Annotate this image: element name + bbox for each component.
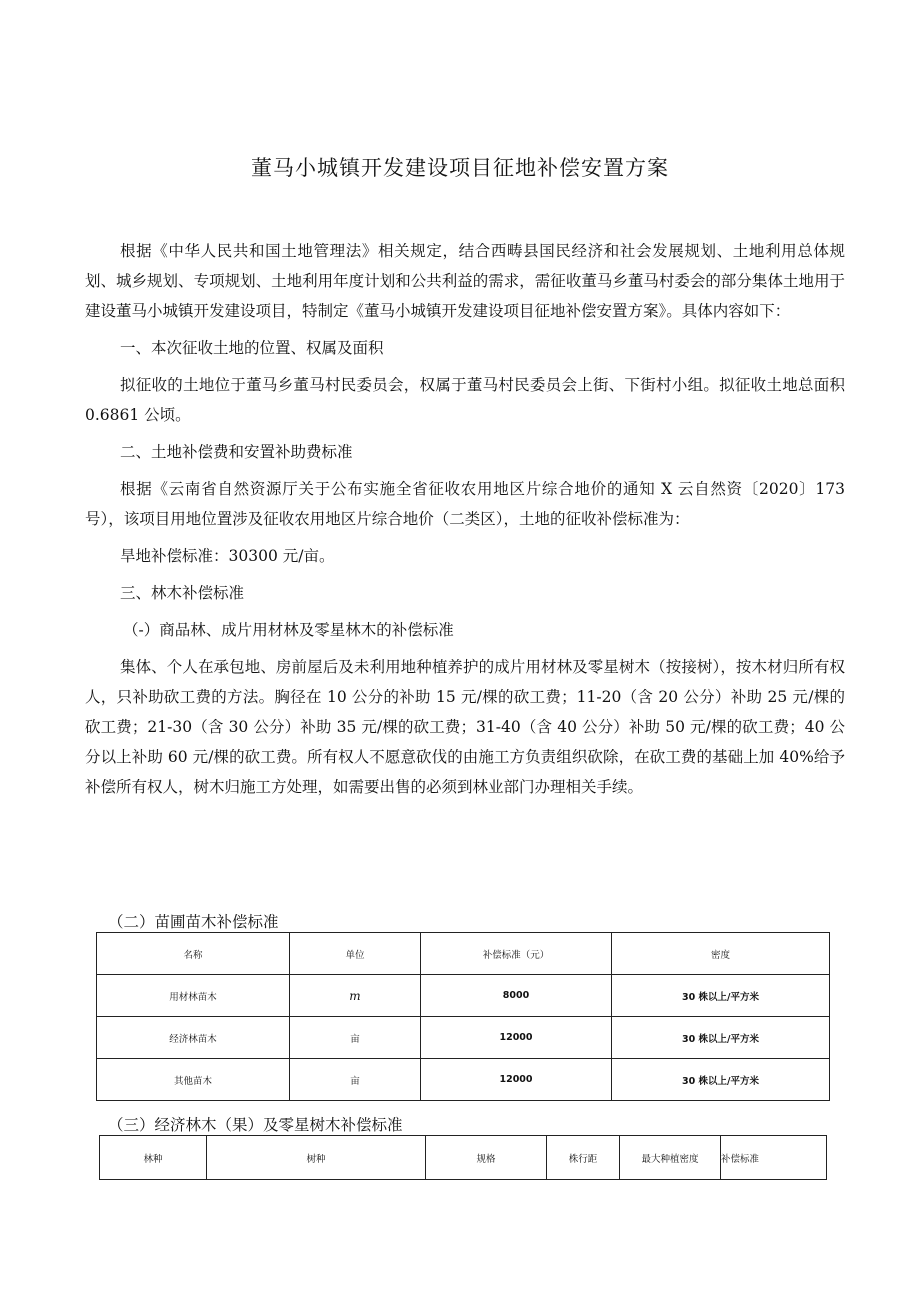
table-header-row — [97, 933, 830, 975]
table-cell: 30 株以上/平方米 — [612, 975, 830, 1017]
table2-caption: （三）经济林木（果）及零星树木补偿标准 — [108, 1116, 403, 1134]
table-cell: 30 株以上/平方米 — [612, 1017, 830, 1059]
table-header-cell: 规格 — [426, 1136, 547, 1180]
table-header-cell: 单位 — [290, 933, 421, 975]
nursery-compensation-table — [96, 932, 830, 1101]
table-cell: 亩 — [290, 1017, 421, 1059]
section-heading-1: 一、本次征收土地的位置、权属及面积 — [120, 339, 384, 357]
table-header-cell: 林种 — [100, 1136, 207, 1180]
document-body — [85, 236, 845, 809]
economic-forest-compensation-table — [99, 1135, 827, 1180]
paragraph-dryland-standard: 旱地补偿标准：30300 元/亩。 — [120, 547, 335, 565]
table1-caption: （二）苗圃苗木补偿标准 — [108, 913, 279, 931]
paragraph-timber-compensation: 集体、个人在承包地、房前屋后及未利用地种植养护的成片用材林及零星树木（按接树），按木材归所有权人，只补助砍工费的方法。胸径在 10 公分的补助 15 元/棵的砍工费；11-20（含 20 公分）补助 25 元/棵的砍工费；21-30（含 30 公分）补助 35 元/棵的砍工费；31-40（含 40 公分）补助 50 元/棵的砍工费；40 公分以上补助 60 元/棵的砍工费。所有权人不愿意砍伐的由施工方负责组织砍除，在砍工费的基础上加 40%给予补偿所有权人，树木归施工方处理，如需要出售的必须到林业部门办理相关手续。 — [85, 658, 845, 796]
table-row — [97, 1059, 830, 1101]
paragraph-land-location: 拟征收的土地位于董马乡董马村民委员会，权属于董马村民委员会上街、下街村小组。拟征收土地总面积 0.6861 公顷。 — [85, 376, 845, 424]
table-header-cell: 名称 — [97, 933, 290, 975]
table-cell: 经济林苗木 — [97, 1017, 290, 1059]
table-cell: m — [290, 975, 421, 1017]
paragraph-compensation-basis: 根据《云南省自然资源厅关于公布实施全省征收农用地区片综合地价的通知 X 云自然资〔2020〕173 号），该项目用地位置涉及征收农用地区片综合地价（二类区），土地的征收补偿标准为： — [85, 480, 845, 528]
table-header-row — [100, 1136, 827, 1180]
table-cell: 用材林苗木 — [97, 975, 290, 1017]
section-heading-3: 三、林木补偿标准 — [120, 584, 245, 602]
subsection-heading-1: （-）商品林、成片用材林及零星林木的补偿标准 — [123, 621, 454, 639]
table-header-cell: 密度 — [612, 933, 830, 975]
table-row — [97, 1017, 830, 1059]
table-header-cell: 最大种植密度 — [620, 1136, 721, 1180]
table-cell: 8000 — [421, 975, 612, 1017]
table-cell: 12000 — [421, 1059, 612, 1101]
table-row — [97, 975, 830, 1017]
table-cell: 12000 — [421, 1017, 612, 1059]
table-cell: 其他苗木 — [97, 1059, 290, 1101]
section-heading-2: 二、土地补偿费和安置补助费标准 — [120, 443, 353, 461]
table-header-cell: 株行距 — [547, 1136, 620, 1180]
table-header-cell: 补偿标准（元） — [421, 933, 612, 975]
table-header-cell: 树种 — [207, 1136, 426, 1180]
table-cell: 亩 — [290, 1059, 421, 1101]
table-header-cell: 补偿标准 — [721, 1136, 827, 1180]
page-title: 董马小城镇开发建设项目征地补偿安置方案 — [251, 156, 669, 180]
table-cell: 30 株以上/平方米 — [612, 1059, 830, 1101]
intro-paragraph: 根据《中华人民共和国土地管理法》相关规定，结合西畴县国民经济和社会发展规划、土地利用总体规划、城乡规划、专项规划、土地利用年度计划和公共利益的需求，需征收董马乡董马村委会的部分集体土地用于建设董马小城镇开发建设项目，特制定《董马小城镇开发建设项目征地补偿安置方案》。具体内容如下： — [85, 242, 845, 320]
